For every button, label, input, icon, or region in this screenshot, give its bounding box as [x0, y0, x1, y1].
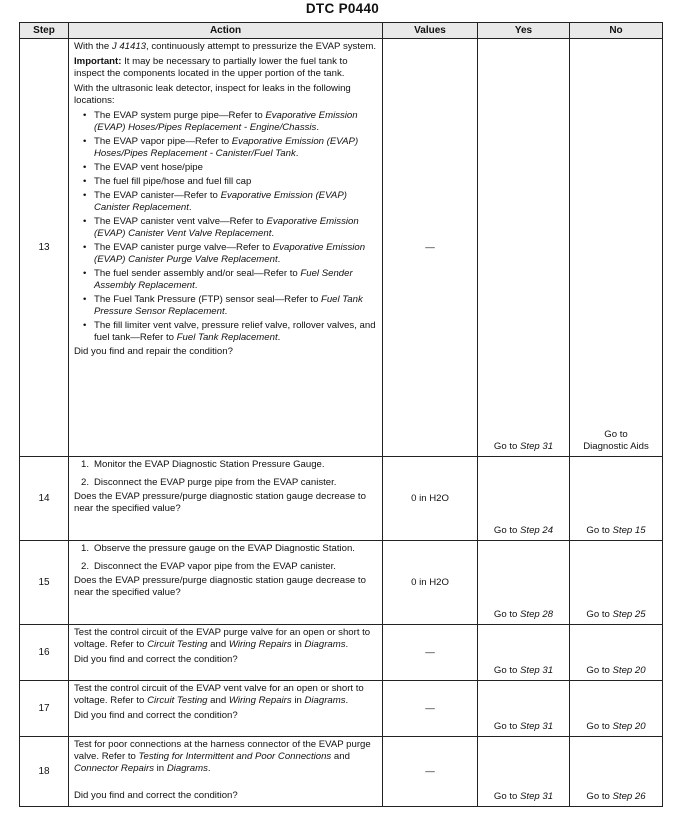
list-item-tail: . [224, 306, 228, 317]
no-cell [570, 541, 663, 625]
procedure-reference: Diagrams [304, 639, 346, 650]
goto-text: Go to [493, 665, 521, 676]
action-cell [69, 457, 383, 541]
table-row [20, 681, 663, 737]
procedure-reference: Circuit Testing [147, 639, 208, 650]
list-item-text: The Fuel Tank Pressure (FTP) sensor seal—Refer to [94, 294, 321, 305]
table-row [20, 457, 663, 541]
action-paragraph [74, 739, 378, 775]
list-item-text: Disconnect the EVAP vapor pipe from the EVAP canister. [94, 561, 336, 572]
list-item-text: The fuel fill pipe/hose and fuel fill cap [94, 176, 252, 187]
values-cell: — [383, 681, 478, 737]
diagnostic-question: Did you find and correct the condition? [74, 654, 238, 665]
step-link[interactable]: Step 28 [520, 609, 554, 620]
no-cell [570, 457, 663, 541]
list-item: 1. Monitor the EVAP Diagnostic Station Pressure Gauge. [81, 459, 325, 470]
action-cell [69, 681, 383, 737]
list-item [94, 268, 378, 292]
no-cell [570, 681, 663, 737]
step-link[interactable]: Step 20 [612, 665, 646, 676]
values-cell: — [383, 737, 478, 807]
diagnostic-question: Did you find and correct the condition? [74, 790, 238, 801]
procedure-reference: Diagrams [304, 695, 346, 706]
list-item [94, 294, 378, 318]
list-item-tail: . [277, 254, 281, 265]
list-item-text: The EVAP vent hose/pipe [94, 162, 203, 173]
goto-text: Go to [493, 525, 521, 536]
table-row [20, 39, 663, 457]
list-item [94, 242, 378, 266]
goto-text: Go to [493, 721, 521, 732]
action-cell [69, 39, 383, 457]
header-step: Step [20, 23, 69, 39]
header-values: Values [383, 23, 478, 39]
step-number: 13 [20, 39, 69, 457]
list-item-text: Disconnect the EVAP purge pipe from the EVAP canister. [94, 477, 337, 488]
step-link[interactable]: Step 26 [612, 791, 646, 802]
action-paragraph [74, 627, 378, 651]
procedure-steps [74, 543, 378, 573]
action-paragraph [74, 683, 378, 707]
goto-text: Go to [493, 791, 521, 802]
goto-text: Go to [586, 791, 613, 802]
action-cell [69, 737, 383, 807]
goto-text: Go to [493, 609, 521, 620]
step-link[interactable]: Step 25 [612, 609, 646, 620]
list-item: 2. Disconnect the EVAP purge pipe from the EVAP canister. [81, 477, 337, 488]
table-row [20, 625, 663, 681]
action-text: and [207, 639, 229, 650]
list-item-tail: . [188, 202, 192, 213]
list-item-text: Observe the pressure gauge on the EVAP Diagnostic Station. [94, 543, 355, 554]
list-item: 2. Disconnect the EVAP vapor pipe from the EVAP canister. [81, 561, 336, 572]
yes-cell [478, 625, 570, 681]
spacer [74, 778, 378, 788]
list-item-tail: . [271, 228, 275, 239]
diagnostic-question: Did you find and correct the condition? [74, 710, 238, 721]
list-item-tail: . [316, 122, 320, 133]
action-text: in [291, 639, 305, 650]
action-paragraph [74, 41, 378, 53]
diagnostic-question: Did you find and repair the condition? [74, 346, 233, 357]
action-text: . [345, 639, 349, 650]
action-text: in [291, 695, 305, 706]
no-cell [570, 39, 663, 457]
diagnostic-table [19, 22, 663, 807]
procedure-reference: Evaporative Emission (EVAP) Hoses/Pipes Replacement - Canister/Fuel Tank [94, 136, 359, 159]
header-yes: Yes [478, 23, 570, 39]
procedure-reference: Fuel Tank Pressure Sensor Replacement [94, 294, 363, 317]
action-text: , continuously attempt to pressurize the EVAP system. [146, 41, 377, 52]
goto-text: Go to [586, 525, 613, 536]
list-item-text: The fuel sender assembly and/or seal—Refer to [94, 268, 301, 279]
procedure-steps [74, 459, 378, 489]
diagnostic-aids-link[interactable]: Diagnostic Aids [583, 441, 649, 452]
action-paragraph: With the ultrasonic leak detector, inspect for leaks in the following locations: [74, 83, 351, 106]
step-number: 18 [20, 737, 69, 807]
step-link[interactable]: Step 31 [520, 721, 554, 732]
step-number: 15 [20, 541, 69, 625]
list-item [94, 190, 378, 214]
step-number: 16 [20, 625, 69, 681]
procedure-reference: Circuit Testing [147, 695, 208, 706]
step-number: 14 [20, 457, 69, 541]
list-item [94, 176, 378, 188]
important-label: Important: [74, 56, 122, 67]
list-item-tail: . [295, 148, 299, 159]
list-item [94, 136, 378, 160]
action-cell [69, 625, 383, 681]
procedure-reference: Connector Repairs [74, 763, 154, 774]
table-header-row [20, 23, 663, 39]
values-cell: — [383, 625, 478, 681]
yes-cell [478, 457, 570, 541]
action-text: Test the control circuit of the EVAP purge valve for an open or short to voltage. Refer to [74, 627, 371, 650]
yes-cell [478, 541, 570, 625]
procedure-reference: Fuel Sender Assembly Replacement [94, 268, 353, 291]
important-note [74, 56, 378, 80]
leak-location-list [74, 110, 378, 344]
list-item-tail: . [194, 280, 198, 291]
list-item-text: Monitor the EVAP Diagnostic Station Pressure Gauge. [94, 459, 325, 470]
action-text: . [345, 695, 349, 706]
goto-text: Go to [586, 609, 613, 620]
procedure-reference: Testing for Intermittent and Poor Connections [138, 751, 332, 762]
action-text: . [207, 763, 211, 774]
yes-cell [478, 681, 570, 737]
step-number: 17 [20, 681, 69, 737]
table-row [20, 737, 663, 807]
goto-text: Go to [604, 429, 628, 440]
goto-text: Go to [586, 721, 613, 732]
action-text: and [207, 695, 229, 706]
action-text: and [331, 751, 350, 762]
header-action: Action [69, 23, 383, 39]
list-item [94, 110, 378, 134]
action-cell [69, 541, 383, 625]
procedure-reference: Evaporative Emission (EVAP) Canister Vent Valve Replacement [94, 216, 359, 239]
values-cell: 0 in H2O [383, 457, 478, 541]
procedure-reference: Diagrams [166, 763, 208, 774]
list-item-text: The EVAP system purge pipe—Refer to [94, 110, 266, 121]
procedure-reference: Evaporative Emission (EVAP) Canister Purge Valve Replacement [94, 242, 366, 265]
list-item [94, 162, 378, 174]
procedure-reference: Wiring Repairs [228, 695, 292, 706]
list-item-text: The fill limiter vent valve, pressure relief valve, rollover valves, and fuel tank—Refer to [94, 320, 376, 343]
table-row [20, 541, 663, 625]
list-item-tail: . [277, 332, 281, 343]
list-item [94, 320, 378, 344]
header-no: No [570, 23, 663, 39]
step-link[interactable]: Step 20 [612, 721, 646, 732]
list-item-text: The EVAP canister purge valve—Refer to [94, 242, 273, 253]
values-cell: — [383, 39, 478, 457]
action-text: in [154, 763, 167, 774]
action-text: With the [74, 41, 112, 52]
yes-cell [478, 39, 570, 457]
step-link[interactable]: Step 31 [520, 441, 554, 452]
step-link[interactable]: Step 15 [612, 525, 646, 536]
diagnostic-question: Does the EVAP pressure/purge diagnostic station gauge decrease to near the specified value? [74, 491, 366, 514]
step-link[interactable]: Step 24 [520, 525, 554, 536]
list-item [94, 216, 378, 240]
goto-text: Go to [493, 441, 521, 452]
list-item-text: The EVAP canister—Refer to [94, 190, 221, 201]
procedure-reference: Wiring Repairs [228, 639, 292, 650]
procedure-reference: Evaporative Emission (EVAP) Hoses/Pipes Replacement - Engine/Chassis [94, 110, 358, 133]
procedure-reference: Evaporative Emission (EVAP) Canister Replacement [94, 190, 347, 213]
action-text: Test for poor connections at the harness connector of the EVAP purge valve. Refer to [74, 739, 371, 762]
yes-cell [478, 737, 570, 807]
procedure-reference: Fuel Tank Replacement [176, 332, 278, 343]
list-item-text: The EVAP canister vent valve—Refer to [94, 216, 267, 227]
diagnostic-question: Does the EVAP pressure/purge diagnostic station gauge decrease to near the specified value? [74, 575, 366, 598]
important-text: It may be necessary to partially lower the fuel tank to inspect the components located in the upper portion of the tank. [74, 56, 348, 79]
no-cell [570, 625, 663, 681]
tool-reference: J 41413 [111, 41, 146, 52]
goto-text: Go to [586, 665, 613, 676]
no-cell [570, 737, 663, 807]
values-cell: 0 in H2O [383, 541, 478, 625]
list-item-text: The EVAP vapor pipe—Refer to [94, 136, 232, 147]
list-item: 1. Observe the pressure gauge on the EVAP Diagnostic Station. [81, 543, 355, 554]
step-link[interactable]: Step 31 [520, 791, 554, 802]
page-title: DTC P0440 [305, 1, 380, 16]
action-text: Test the control circuit of the EVAP vent valve for an open or short to voltage. Refer to [74, 683, 364, 706]
step-link[interactable]: Step 31 [520, 665, 554, 676]
